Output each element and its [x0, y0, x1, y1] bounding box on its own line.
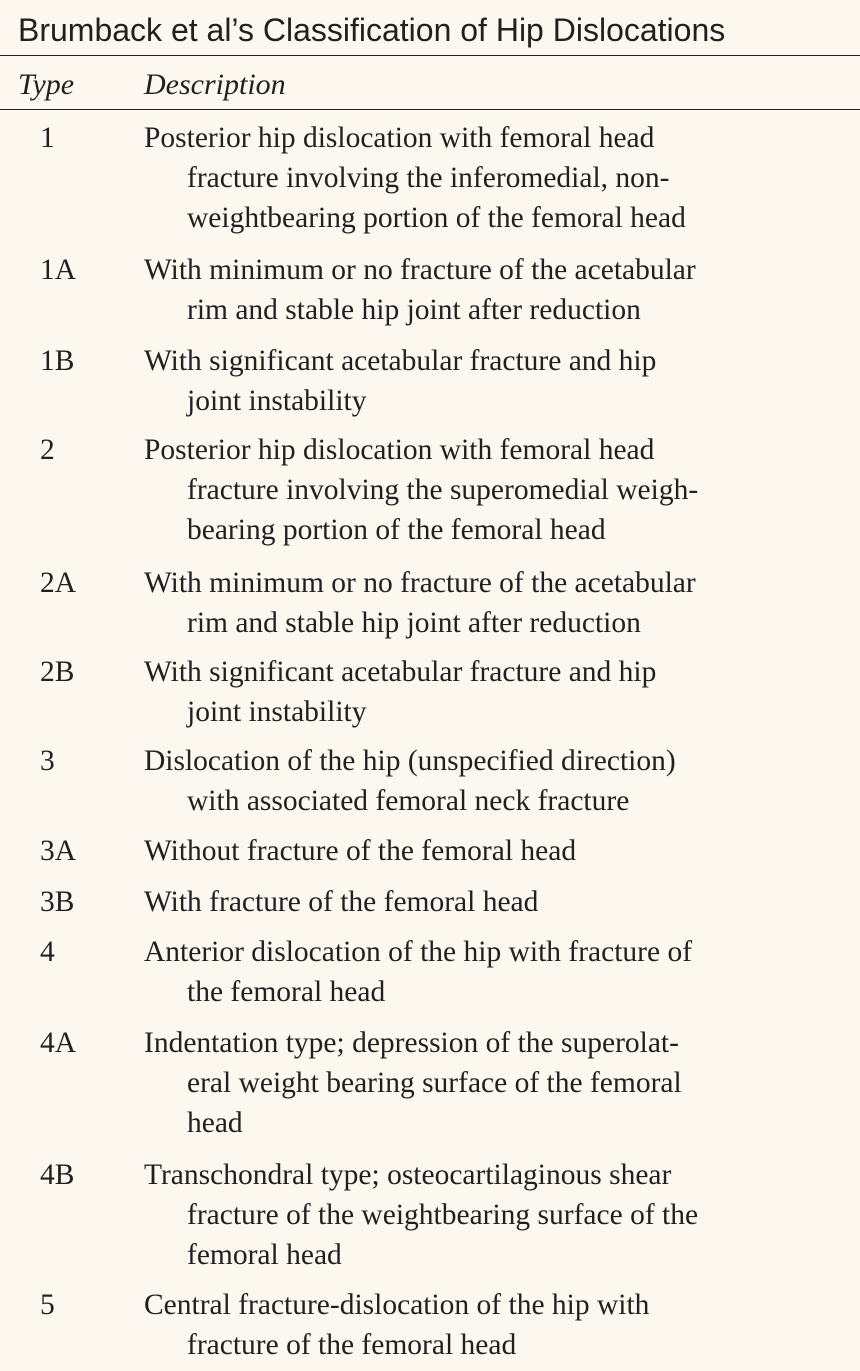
description-line: the femoral head — [187, 976, 386, 1008]
description-line: femoral head — [187, 1239, 342, 1271]
row-description-cell — [144, 932, 844, 1012]
description-line: With significant acetabular fracture and hip — [144, 656, 657, 688]
description-line: With minimum or no fracture of the acetabular — [144, 254, 696, 286]
row-description-cell — [144, 118, 844, 238]
description-line: Central fracture-dislocation of the hip with — [144, 1289, 650, 1321]
row-description-cell — [144, 1285, 844, 1365]
description-line: joint instability — [187, 385, 367, 417]
description-line: fracture of the femoral head — [187, 1329, 517, 1361]
row-type-cell: 1 — [40, 122, 55, 154]
description-line: with associated femoral neck fracture — [187, 785, 630, 817]
row-type-cell: 5 — [40, 1289, 55, 1321]
column-header-type: Type — [18, 68, 75, 101]
row-type-cell: 3 — [40, 745, 55, 777]
description-line: bearing portion of the femoral head — [187, 514, 606, 546]
row-type-cell: 1A — [40, 254, 77, 286]
description-line: Indentation type; depression of the superolat- — [144, 1027, 679, 1059]
row-description-cell — [144, 563, 844, 643]
row-description-cell — [144, 741, 844, 821]
column-header-description: Description — [144, 68, 286, 101]
description-line: rim and stable hip joint after reduction — [187, 607, 641, 639]
row-description-cell — [144, 430, 844, 550]
table-title: Brumback et al’s Classification of Hip Dislocations — [18, 12, 726, 48]
row-description-cell — [144, 882, 844, 922]
row-description-cell — [144, 341, 844, 421]
row-description-cell — [144, 652, 844, 732]
description-line: Anterior dislocation of the hip with fracture of — [144, 936, 693, 968]
description-line: Without fracture of the femoral head — [144, 835, 577, 867]
description-line: rim and stable hip joint after reduction — [187, 294, 641, 326]
row-type-cell: 2B — [40, 656, 75, 688]
row-description-cell — [144, 250, 844, 330]
description-line: head — [187, 1107, 243, 1139]
description-line: weightbearing portion of the femoral head — [187, 202, 686, 234]
row-type-cell: 2 — [40, 434, 55, 466]
description-line: fracture involving the inferomedial, non- — [187, 162, 670, 194]
description-line: Posterior hip dislocation with femoral head — [144, 434, 655, 466]
row-description-cell — [144, 831, 844, 871]
description-line: Transchondral type; osteocartilaginous shear — [144, 1159, 672, 1191]
description-line: With minimum or no fracture of the acetabular — [144, 567, 696, 599]
description-line: eral weight bearing surface of the femoral — [187, 1067, 682, 1099]
row-type-cell: 3A — [40, 835, 77, 867]
row-type-cell: 4A — [40, 1027, 77, 1059]
row-type-cell: 3B — [40, 886, 75, 918]
row-type-cell: 4 — [40, 936, 55, 968]
description-line: With fracture of the femoral head — [144, 886, 539, 918]
row-type-cell: 4B — [40, 1159, 75, 1191]
description-line: fracture involving the superomedial weigh- — [187, 474, 699, 506]
row-description-cell — [144, 1023, 844, 1143]
description-line: With significant acetabular fracture and hip — [144, 345, 657, 377]
row-description-cell — [144, 1155, 844, 1275]
description-line: joint instability — [187, 696, 367, 728]
row-type-cell: 2A — [40, 567, 77, 599]
description-line: fracture of the weightbearing surface of the — [187, 1199, 699, 1231]
description-line: Dislocation of the hip (unspecified direction) — [144, 745, 676, 777]
description-line: Posterior hip dislocation with femoral head — [144, 122, 655, 154]
row-type-cell: 1B — [40, 345, 75, 377]
